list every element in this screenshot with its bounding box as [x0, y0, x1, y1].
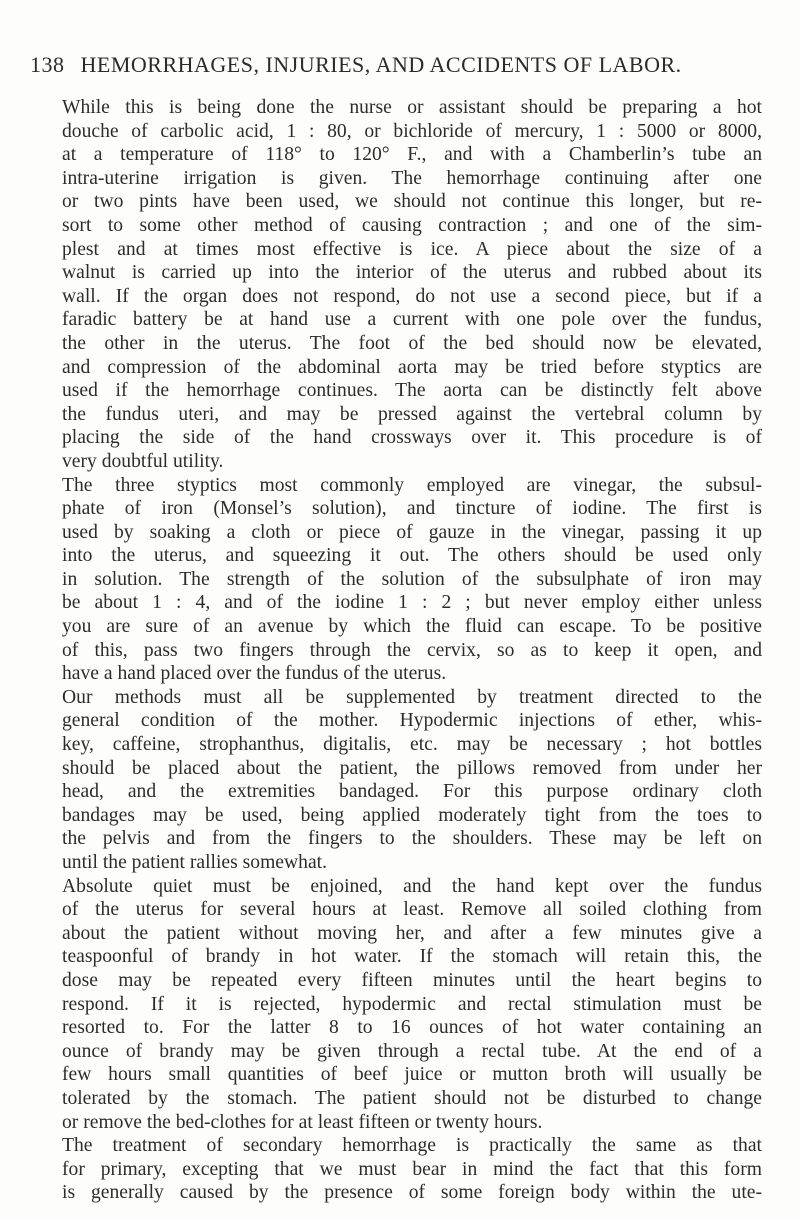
text-line: used if the hemorrhage continues. The aorta can be distinctly felt above	[62, 380, 762, 402]
text-line: have a hand placed over the fundus of the uterus.	[62, 663, 447, 685]
text-line: of the uterus for several hours at least. Remove all soiled clothing from	[62, 899, 762, 921]
text-line: plest and at times most effective is ice. A piece about the size of a	[62, 238, 762, 260]
text-line: the fundus uteri, and may be pressed against the vertebral column by	[62, 403, 762, 425]
text-line: the other in the uterus. The foot of the bed should now be elevated,	[62, 332, 762, 354]
text-line: be about 1 : 4, and of the iodine 1 : 2 ; but never employ either unless	[62, 592, 762, 614]
text-line: The treatment of secondary hemorrhage is practically the same as that	[62, 1135, 762, 1157]
text-line: used by soaking a cloth or piece of gauze in the vinegar, passing it up	[62, 521, 762, 543]
text-line: in solution. The strength of the solution of the subsulphate of iron may	[62, 568, 762, 590]
text-line: Our methods must all be supplemented by treatment directed to the	[62, 686, 762, 708]
text-line: very doubtful utility.	[62, 450, 224, 472]
text-line: few hours small quantities of beef juice or mutton broth will usually be	[62, 1064, 762, 1086]
text-line: at a temperature of 118° to 120° F., and with a Chamberlin’s tube an	[62, 144, 762, 166]
text-line: and compression of the abdominal aorta may be tried before styptics are	[62, 356, 762, 378]
page-number: 138	[30, 52, 65, 77]
text-line: douche of carbolic acid, 1 : 80, or bichloride of mercury, 1 : 5000 or 8000,	[62, 120, 762, 142]
running-head	[30, 52, 770, 78]
text-line: the pelvis and from the fingers to the shoulders. These may be left on	[62, 828, 762, 850]
text-line: tolerated by the stomach. The patient should not be disturbed to change	[62, 1087, 762, 1109]
text-line: wall. If the organ does not respond, do not use a second piece, but if a	[62, 285, 762, 307]
text-line: bandages may be used, being applied moderately tight from the toes to	[62, 804, 762, 826]
text-line: placing the side of the hand crossways over it. This procedure is of	[62, 427, 762, 449]
text-line: into the uterus, and squeezing it out. The others should be used only	[62, 545, 762, 567]
text-line: intra-uterine irrigation is given. The hemorrhage continuing after one	[62, 167, 762, 189]
text-line: teaspoonful of brandy in hot water. If the stomach will retain this, the	[62, 946, 762, 968]
text-line: faradic battery be at hand use a current with one pole over the fundus,	[62, 309, 762, 331]
text-line: of this, pass two fingers through the cervix, so as to keep it open, and	[62, 639, 762, 661]
body-text	[62, 96, 762, 1205]
text-line: While this is being done the nurse or assistant should be preparing a hot	[62, 97, 762, 118]
text-line: head, and the extremities bandaged. For this purpose ordinary cloth	[62, 781, 762, 803]
text-line: or two pints have been used, we should not continue this longer, but re-	[62, 191, 762, 213]
text-line: for primary, excepting that we must bear in mind the fact that this form	[62, 1158, 762, 1180]
text-line: should be placed about the patient, the pillows removed from under her	[62, 757, 762, 779]
text-line: The three styptics most commonly employed are vinegar, the subsul-	[62, 474, 762, 496]
text-line: respond. If it is rejected, hypodermic and rectal stimulation must be	[62, 993, 762, 1015]
text-line: you are sure of an avenue by which the fluid can escape. To be positive	[62, 616, 762, 638]
text-line: about the patient without moving her, and after a few minutes give a	[62, 922, 762, 944]
text-line: key, caffeine, strophanthus, digitalis, etc. may be necessary ; hot bottles	[62, 734, 762, 756]
text-line: is generally caused by the presence of some foreign body within the ute-	[62, 1182, 762, 1204]
text-line: dose may be repeated every fifteen minutes until the heart begins to	[62, 969, 762, 991]
text-line: general condition of the mother. Hypodermic injections of ether, whis-	[62, 710, 762, 732]
running-title: HEMORRHAGES, INJURIES, AND ACCIDENTS OF LABOR.	[80, 52, 682, 77]
text-line: or remove the bed-clothes for at least fifteen or twenty hours.	[62, 1111, 543, 1133]
text-line: Absolute quiet must be enjoined, and the hand kept over the fundus	[62, 875, 762, 897]
text-line: phate of iron (Monsel’s solution), and tincture of iodine. The first is	[62, 498, 762, 520]
text-line: resorted to. For the latter 8 to 16 ounces of hot water containing an	[62, 1017, 762, 1039]
text-line: until the patient rallies somewhat.	[62, 852, 327, 873]
text-line: walnut is carried up into the interior of the uterus and rubbed about its	[62, 262, 762, 284]
text-line: sort to some other method of causing contraction ; and one of the sim-	[62, 214, 762, 236]
text-line: ounce of brandy may be given through a rectal tube. At the end of a	[62, 1040, 762, 1062]
